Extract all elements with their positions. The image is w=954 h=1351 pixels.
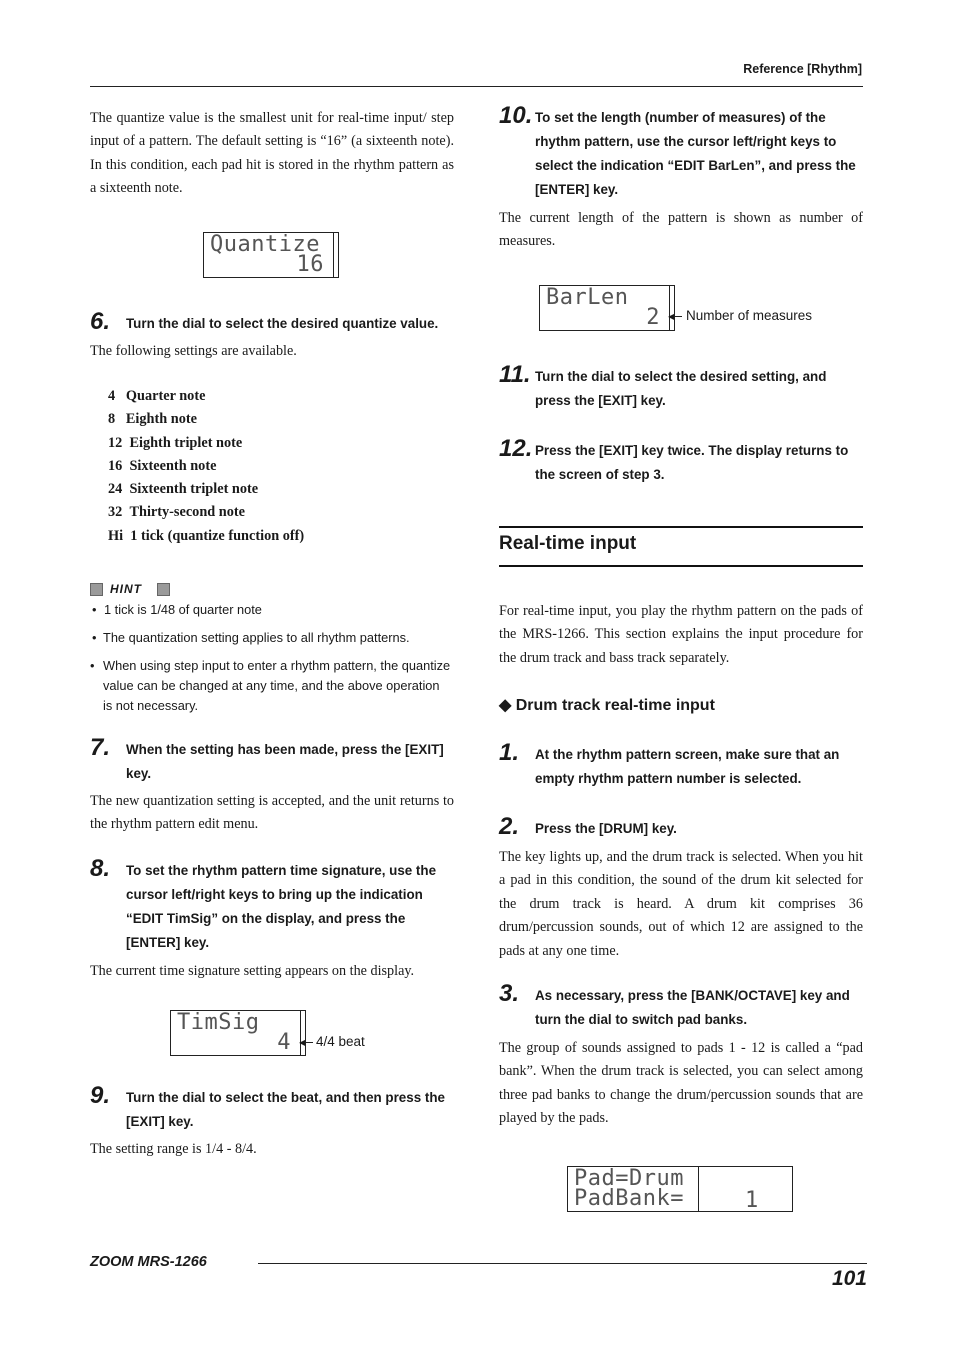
step-instruction: At the rhythm pattern screen, make sure that an empty rhythm pattern number is selected. — [535, 747, 840, 786]
hint-item: • 1 tick is 1/48 of quarter note — [92, 602, 262, 617]
step-instruction: When the setting has been made, press the [EXIT] key. — [126, 742, 444, 781]
lcd-line-1: Quantize — [210, 232, 320, 257]
arrow-head-icon: ◀ — [299, 1038, 306, 1047]
barlen-callout: Number of measures — [686, 308, 813, 323]
step-instruction: To set the rhythm pattern time signature, use the cursor left/right keys to bring up the indication “EDIT TimSig” on the display, and press the [ENTER] key. — [126, 863, 437, 950]
hint-label: HINT — [110, 582, 142, 596]
step-instruction: As necessary, press the [BANK/OCTAVE] key and turn the dial to switch pad banks. — [535, 988, 850, 1027]
list-item: 24 Sixteenth triplet note — [108, 481, 259, 498]
step-10-body: The current length of the pattern is shown as number of measures. — [499, 210, 863, 250]
step-number: 7. — [90, 734, 111, 761]
lcd-padbank — [567, 1166, 793, 1212]
step-number: 10. — [499, 102, 533, 129]
step-number: 9. — [90, 1082, 111, 1109]
step-3-body: The group of sounds assigned to pads 1 - 12 is called a “pad bank”. When the drum track is selected, you can select among three pad banks to change the drum/percussion sounds that are played by the pads. — [499, 1040, 863, 1127]
step-number: 3. — [499, 980, 520, 1007]
list-item: 12 Eighth triplet note — [108, 434, 243, 451]
running-header: Reference [Rhythm] — [743, 62, 862, 76]
section-rule-top — [499, 526, 863, 528]
step-number: 2. — [499, 813, 520, 840]
list-item: 4 Quarter note — [108, 388, 206, 404]
section-intro: For real-time input, you play the rhythm pattern on the pads of the MRS-1266. This section explains the input procedure for the drum track and bass track separately. — [499, 603, 863, 666]
lcd-barlen — [539, 285, 675, 331]
step-number: 11. — [499, 361, 531, 388]
hint-square-icon — [90, 583, 103, 596]
hint-item: • When using step input to enter a rhythm pattern, the quantize value can be changed at any time, and the above operation is not necessary. — [90, 658, 451, 713]
step-instruction: Turn the dial to select the desired setting, and press the [EXIT] key. — [535, 369, 827, 408]
step-2-body: The key lights up, and the drum track is selected. When you hit a pad in this condition, the sound of the drum kit selected for the drum track is heard. A drum kit comprises 36 drum/percussion sounds, out of which 12 are assigned to the pads at any one time. — [499, 849, 863, 959]
lcd-timsig — [170, 1010, 306, 1056]
step-instruction: Turn the dial to select the desired quantize value. — [126, 316, 439, 331]
footer-rule — [258, 1263, 867, 1264]
section-rule-bottom — [499, 565, 863, 567]
step-9-body: The setting range is 1/4 - 8/4. — [90, 1141, 257, 1157]
lcd-line-1: BarLen — [546, 285, 629, 310]
timsig-callout: 4/4 beat — [316, 1034, 365, 1049]
section-title: Real-time input — [499, 533, 637, 554]
quantize-options-list — [108, 385, 304, 548]
step-8-body: The current time signature setting appears on the display. — [90, 963, 415, 979]
lcd-line-2: 2 — [646, 305, 660, 330]
quantize-intro: The quantize value is the smallest unit for real-time input/ step input of a pattern. The default setting is “16” (a sixteenth note). In this condition, each pad hit is stored in the rhythm pattern as a sixteenth note. — [90, 110, 454, 197]
page-number: 101 — [831, 1267, 867, 1290]
lcd-quantize — [203, 232, 339, 278]
lcd-line-1: TimSig — [177, 1010, 260, 1035]
step-instruction: To set the length (number of measures) of the rhythm pattern, use the cursor left/right keys to select the indication “EDIT BarLen”, and press the [ENTER] key. — [535, 110, 856, 197]
lcd-line-1: Pad=Drum — [574, 1166, 684, 1191]
footer-brand: ZOOM MRS-1266 — [90, 1254, 207, 1270]
step-6-body: The following settings are available. — [90, 343, 297, 359]
list-item: Hi 1 tick (quantize function off) — [108, 527, 305, 544]
list-item: 32 Thirty-second note — [108, 504, 246, 521]
step-number: 12. — [499, 435, 533, 462]
header-rule — [90, 86, 863, 87]
list-item: 16 Sixteenth note — [108, 457, 217, 474]
step-number: 8. — [90, 855, 111, 882]
arrow-head-icon: ◀ — [668, 312, 675, 321]
hint-item: • The quantization setting applies to all rhythm patterns. — [92, 630, 410, 645]
list-item: 8 Eighth note — [108, 411, 197, 428]
lcd-padbank-value: 1 — [745, 1188, 759, 1213]
step-instruction: Turn the dial to select the beat, and then press the [EXIT] key. — [126, 1090, 445, 1129]
lcd-line-2: PadBank= — [574, 1186, 684, 1211]
lcd-line-2: 16 — [296, 252, 324, 277]
lcd-line-2: 4 — [277, 1030, 291, 1055]
subsection-title: ◆ Drum track real-time input — [499, 697, 715, 714]
step-instruction: Press the [EXIT] key twice. The display returns to the screen of step 3. — [535, 443, 849, 482]
hint-badge — [90, 582, 180, 598]
step-number: 6. — [90, 308, 111, 335]
step-number: 1. — [499, 739, 520, 766]
step-instruction: Press the [DRUM] key. — [535, 821, 677, 836]
hint-square-icon — [157, 583, 170, 596]
step-7-body: The new quantization setting is accepted, and the unit returns to the rhythm pattern edit menu. — [90, 793, 454, 833]
